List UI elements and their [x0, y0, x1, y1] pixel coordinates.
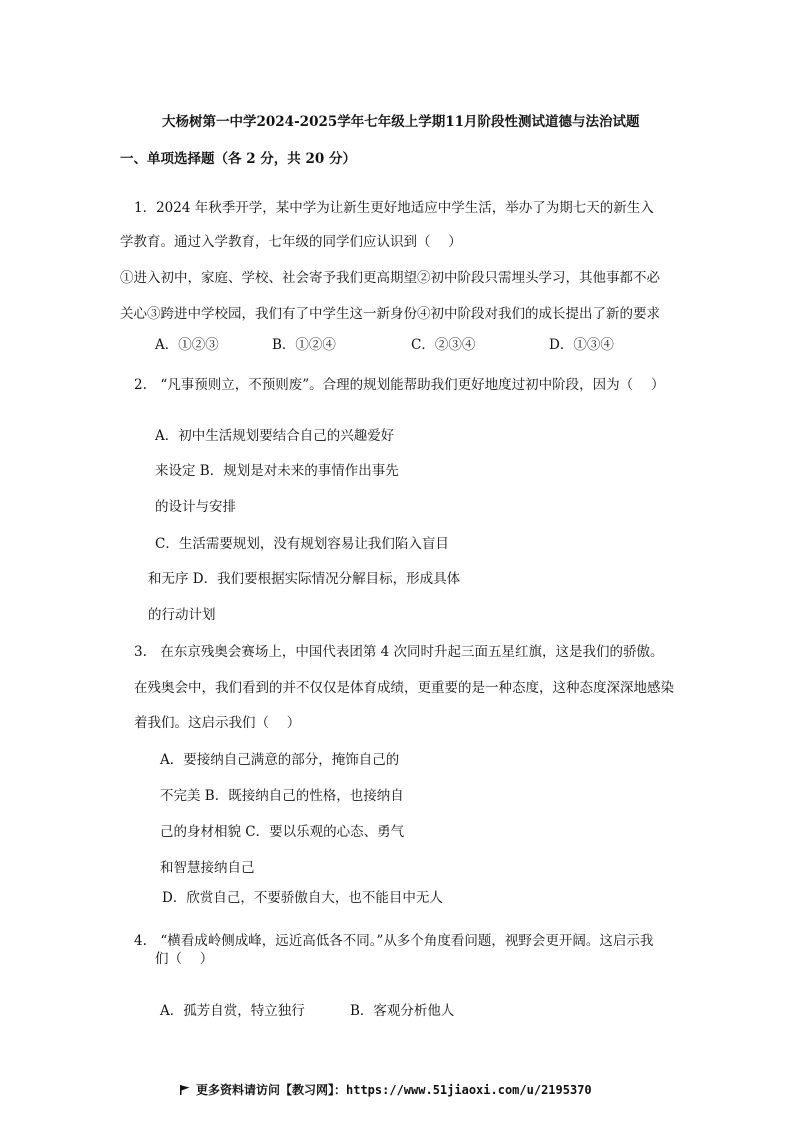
- q3-stem-line2: 在残奥会中，我们看到的并不仅仅是体育成绩，更重要的是一种态度，这种态度深深地感染: [134, 680, 674, 696]
- q3-text-line5: D．欣赏自己，不要骄傲自大，也不能目中无人: [162, 890, 443, 906]
- section-heading: 一、单项选择题（各 2 分，共 20 分）: [120, 151, 356, 167]
- q1-stem-line1: 1．2024 年秋季开学，某中学为让新生更好地适应中学生活，举办了为期七天的新生入: [134, 200, 654, 216]
- q4-stem-line2: 们（ ）: [155, 951, 214, 967]
- q1-option-a: A．①②③: [155, 337, 219, 353]
- footer-text: 更多资料请访问【教习网】：https://www.51jiaoxi.com/u/2195370: [196, 1083, 592, 1097]
- q4-option-b: B．客观分析他人: [350, 1003, 455, 1019]
- q3-stem-line1: 3. 在东京残奥会赛场上，中国代表团第 4 次同时升起三面五星红旗，这是我们的骄傲。: [134, 644, 664, 660]
- footer-link[interactable]: [180, 1081, 592, 1098]
- q3-stem-line3: 着我们。这启示我们（ ）: [134, 715, 301, 731]
- q1-statement-line1: ①进入初中，家庭、学校、社会寄予我们更高期望②初中阶段只需埋头学习，其他事都不必: [120, 270, 660, 286]
- q4-option-a: A．孤芳自赏，特立独行: [160, 1003, 305, 1019]
- q1-stem-line2: 学教育。通过入学教育，七年级的同学们应认识到（ ）: [120, 234, 462, 250]
- q2-text-line5: 和无序 D．我们要根据实际情况分解目标，形成具体: [148, 571, 461, 587]
- q3-text-line3: 己的身材相貌 C．要以乐观的心态、勇气: [160, 824, 405, 840]
- page-title: 大杨树第一中学2024-2025学年七年级上学期11月阶段性测试道德与法治试题: [162, 114, 640, 130]
- q3-text-line1: A．要接纳自己满意的部分，掩饰自己的: [160, 752, 400, 768]
- q2-text-line2: 来设定 B．规划是对未来的事情作出事先: [155, 463, 399, 479]
- q4-stem-line1: 4. “横看成岭侧成峰，远近高低各不同。”从多个角度看问题，视野会更开阔。这启示我: [134, 933, 654, 949]
- q1-option-b: B．①②④: [272, 337, 336, 353]
- q1-statement-line2: 关心③跨进中学校园，我们有了中学生这一新身份④初中阶段对我们的成长提出了新的要求: [120, 306, 660, 322]
- flag-icon: [180, 1085, 190, 1095]
- q2-text-line6: 的行动计划: [148, 607, 216, 623]
- q1-option-c: C．②③④: [411, 337, 476, 353]
- q2-text-line1: A．初中生活规划要结合自己的兴趣爱好: [155, 428, 395, 444]
- q2-text-line3: 的设计与安排: [155, 499, 236, 515]
- q1-option-d: D．①③④: [549, 337, 614, 353]
- q3-text-line2: 不完美 B．既接纳自己的性格，也接纳自: [160, 788, 404, 804]
- q2-text-line4: C．生活需要规划，没有规划容易让我们陷入盲目: [155, 536, 449, 552]
- q2-stem-line1: 2. “凡事预则立，不预则废”。合理的规划能帮助我们更好地度过初中阶段，因为（ ）: [134, 377, 665, 393]
- q3-text-line4: 和智慧接纳自己: [160, 860, 255, 876]
